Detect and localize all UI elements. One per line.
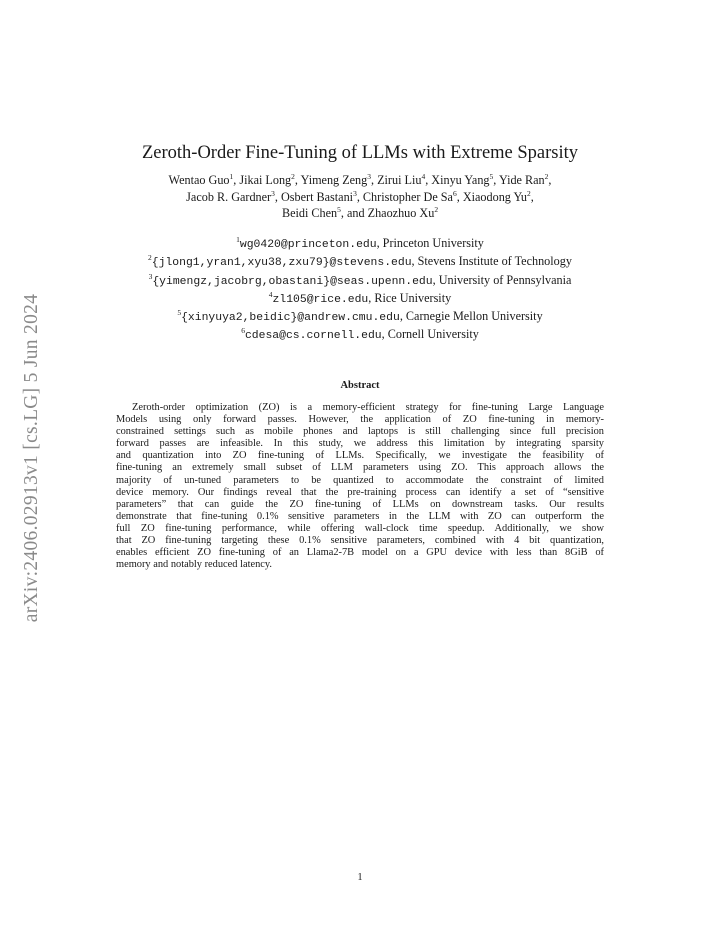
author-affiliation-mark: 1: [229, 171, 234, 181]
author-list: [0, 172, 720, 222]
abstract-line: memory and notably reduced latency.: [116, 559, 272, 571]
affiliation-institution: , Cornell University: [381, 327, 479, 342]
author-name: Yimeng Zeng: [300, 173, 368, 187]
author-line: [0, 172, 720, 189]
affiliation-institution: , University of Pennsylvania: [432, 272, 572, 287]
abstract-line: that ZO fine-tuning targeting these 0.1% sensitive parameters, combined with 4 bit quantization,: [116, 535, 604, 547]
abstract-line: enables efficient ZO fine-tuning of an Llama2-7B model on a GPU device with less than 8GiB of: [116, 547, 604, 559]
author-affiliation-mark: 2: [544, 171, 549, 181]
affiliation-mark: 5: [177, 308, 182, 318]
abstract-heading: Abstract: [340, 380, 380, 391]
abstract-line: Models using only forward passes. However, the application of ZO fine-tuning in memory-: [116, 414, 604, 426]
abstract-line: majority of un-tuned parameters to be quantized to accommodate the constraint of limited: [116, 474, 604, 486]
affiliation-institution: , Princeton University: [376, 236, 484, 250]
affiliation-mark: 6: [241, 326, 245, 336]
author-name: Xinyu Yang: [431, 173, 490, 187]
affiliation-list: [0, 235, 720, 345]
affiliation-line: [0, 326, 720, 344]
arxiv-identifier: arXiv:2406.02913v1 [cs.LG] 5 Jun 2024: [21, 293, 43, 623]
author-separator: , and: [340, 206, 368, 220]
author-separator: ,: [530, 189, 534, 204]
author-separator: ,: [425, 173, 432, 187]
author-separator: ,: [294, 173, 301, 187]
author-name: Zhaozhuo Xu: [367, 206, 435, 220]
affiliation-mark: 2: [148, 253, 152, 263]
author-affiliation-mark: 2: [527, 188, 531, 198]
affiliation-email: {xinyuya2,beidic}@andrew.cmu.edu: [181, 312, 400, 325]
affiliation-email: cdesa@cs.cornell.edu: [244, 330, 382, 343]
author-separator: ,: [371, 173, 378, 187]
author-affiliation-mark: 6: [452, 188, 457, 198]
affiliation-line: [0, 272, 720, 290]
page-number: 1: [357, 872, 363, 883]
author-name: Jikai Long: [239, 173, 292, 187]
author-affiliation-mark: 2: [291, 171, 295, 181]
author-affiliation-mark: 4: [421, 171, 426, 181]
affiliation-line: [0, 235, 720, 253]
author-separator: ,: [456, 189, 463, 204]
abstract-line: forward passes are infeasible. In this study, we address this limitation by integrating sparsity: [116, 438, 604, 450]
author-name: Yide Ran: [498, 173, 545, 187]
author-name: Jacob R. Gardner: [186, 189, 272, 204]
affiliation-email: wg0420@princeton.edu: [239, 239, 377, 251]
author-separator: ,: [493, 173, 499, 187]
author-affiliation-mark: 2: [434, 204, 439, 214]
abstract-line: fine-tuning an extremely small subset of LLM parameters using ZO. This approach allows the: [116, 462, 604, 474]
affiliation-mark: 1: [236, 234, 240, 244]
abstract-line: constrained settings such as mobile phones and laptops is still challenging since full precision: [116, 426, 604, 438]
abstract-body: [116, 402, 604, 571]
author-separator: ,: [356, 189, 363, 204]
author-affiliation-mark: 3: [367, 171, 371, 181]
abstract-line: Zeroth-order optimization (ZO) is a memory-efficient strategy for fine-tuning Large Language: [132, 402, 604, 413]
affiliation-institution: , Carnegie Mellon University: [399, 309, 543, 324]
author-line: [0, 205, 720, 222]
author-name: Beidi Chen: [281, 206, 338, 220]
affiliation-email: {yimengz,jacobrg,obastani}@seas.upenn.edu: [152, 275, 433, 288]
author-affiliation-mark: 3: [271, 188, 275, 198]
abstract-line: full ZO fine-tuning performance, while offering wall-clock time speedup. Additionally, we show: [116, 522, 604, 534]
affiliation-email: zl105@rice.edu: [272, 293, 369, 306]
author-name: Osbert Bastani: [280, 189, 354, 204]
author-name: Christopher De Sa: [362, 189, 453, 204]
author-separator: ,: [233, 173, 240, 187]
affiliation-line: [0, 253, 720, 271]
paper-title: Zeroth-Order Fine-Tuning of LLMs with Extreme Sparsity: [141, 143, 579, 164]
abstract-line: demonstrate that fine-tuning 0.1% sensitive parameters in the LLM with ZO can outperform the: [116, 510, 604, 522]
author-name: Zirui Liu: [377, 173, 422, 187]
affiliation-institution: , Rice University: [368, 290, 452, 305]
affiliation-mark: 3: [148, 271, 153, 281]
author-name: Wentao Guo: [168, 173, 230, 187]
author-affiliation-mark: 5: [337, 204, 341, 214]
affiliation-line: [0, 308, 720, 326]
author-separator: ,: [548, 173, 552, 187]
author-name: Xiaodong Yu: [462, 189, 528, 204]
affiliation-line: [0, 290, 720, 308]
affiliation-mark: 4: [268, 289, 273, 299]
author-separator: ,: [274, 189, 281, 204]
affiliation-institution: , Stevens Institute of Technology: [411, 254, 572, 269]
abstract-line: parameters” that can guide the ZO fine-tuning of LLMs on downstream tasks. Our results: [116, 498, 604, 510]
author-line: [0, 189, 720, 206]
author-affiliation-mark: 5: [489, 171, 494, 181]
affiliation-email: {jlong1,yran1,xyu38,zxu79}@stevens.edu: [151, 257, 412, 270]
abstract-line: device memory. Our findings reveal that the pre-training process can identify a set of “sensitive: [116, 486, 604, 498]
author-affiliation-mark: 3: [353, 188, 357, 198]
abstract-line: and quantization into ZO fine-tuning of LLMs. Specifically, we investigate the feasibility of: [116, 450, 604, 462]
